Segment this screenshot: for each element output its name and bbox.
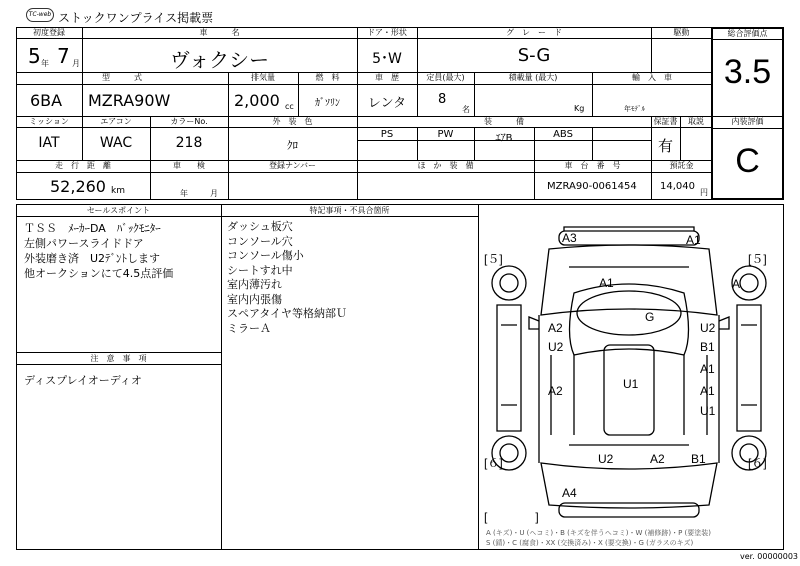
door-shape-value: 5･W (372, 51, 402, 67)
door-shape-label: ドア・形状 (367, 28, 407, 37)
displacement-value: 2,000 (234, 91, 280, 110)
damage-mark: U1 (623, 377, 639, 391)
displacement-unit: cc (285, 102, 294, 111)
page-title: ストックワンプライス掲載票 (58, 11, 214, 25)
color-no-value: 218 (175, 135, 203, 151)
remarks-list (227, 220, 347, 336)
aircon-label: エアコン (100, 117, 132, 126)
mileage-label: 走 行 距 離 (55, 161, 111, 170)
damage-mark: B1 (700, 340, 715, 354)
sales-point-line: 他オークションにて4.5点評価 (24, 267, 174, 280)
plate-label: 登録ナンバー (268, 161, 317, 170)
aircon-value: WAC (99, 135, 133, 151)
damage-mark: A1 (700, 384, 715, 398)
equipment-item: ｴｱB (495, 133, 513, 144)
remark-line: ミラーＡ (227, 321, 271, 335)
displacement-label: 排気量 (251, 73, 275, 82)
month-unit: 月 (72, 59, 80, 68)
load-label: 積載量 (最大) (508, 73, 558, 82)
bracket-label: [ ] (484, 510, 539, 524)
exterior-color-value: ｸﾛ (287, 139, 298, 152)
exterior-color-label: 外 装 色 (272, 117, 313, 126)
logo-text: TC-web (28, 11, 52, 18)
model-label: 型 式 (102, 73, 142, 82)
damage-mark: A (732, 277, 741, 291)
damage-mark: U1 (700, 404, 716, 418)
bracket-label: [５] (748, 252, 767, 266)
damage-mark: A2 (548, 321, 563, 335)
first-reg-label: 初度登録 (33, 28, 65, 37)
damage-mark: U2 (700, 321, 716, 335)
first-reg-year: 5 (28, 44, 41, 68)
year-model-label: 年ﾓﾃﾞﾙ (624, 105, 645, 113)
interior-score: C (735, 142, 760, 180)
mileage-unit: km (111, 186, 125, 196)
warranty-value: 有 (657, 137, 673, 155)
fuel-label: 燃 料 (315, 73, 340, 82)
inspection-label: 車 検 (173, 161, 205, 170)
manual-label: 取説 (688, 117, 704, 126)
version-label: ver. 00000003 (740, 552, 799, 561)
damage-mark: U2 (548, 340, 564, 354)
car-name-value: ヴォクシー (169, 48, 270, 72)
logo (26, 8, 54, 22)
grade-label: グ レ ー ド (506, 28, 562, 37)
remark-line: コンソール傷小 (227, 249, 304, 262)
note-line: ディスプレイオーディオ (24, 374, 142, 387)
transmission-label: ミッション (29, 117, 69, 126)
damage-mark: A2 (650, 452, 665, 466)
damage-mark: B1 (691, 452, 706, 466)
first-reg-month: 7 (57, 44, 70, 68)
legend-line: S (錆)・C (腐食)・XX (交換済み)・X (要交換)・G (ガラスのキズ) (486, 539, 694, 547)
equipment-item: PS (380, 129, 394, 140)
inspection-month-unit: 月 (210, 189, 218, 198)
model-prefix: 6BA (30, 91, 63, 110)
warranty-label: 保証書 (653, 117, 678, 126)
remark-line: シートすれ中 (227, 263, 293, 277)
remark-line: コンソール穴 (227, 234, 293, 248)
sales-point-line: ＴＳＳ ﾒｰｶｰDA ﾊﾞｯｸﾓﾆﾀｰ (24, 222, 161, 235)
remark-line: 室内内張傷 (227, 292, 282, 306)
drive-label: 駆動 (673, 28, 690, 37)
load-unit: Kg (574, 104, 585, 113)
remark-line: ダッシュ板穴 (227, 220, 293, 233)
bracket-label: [５] (484, 252, 503, 266)
capacity-label: 定員(最大) (426, 73, 465, 82)
color-no-label: カラーNo. (170, 117, 208, 126)
history-label: 車 歴 (375, 73, 399, 82)
damage-mark: A1 (599, 276, 614, 290)
sales-point-line: 外装磨き済 U2ﾃﾞﾝﾄします (24, 252, 161, 265)
notes-label: 注 意 事 項 (90, 354, 147, 363)
total-score-label: 総合評価点 (727, 29, 768, 38)
capacity-value: 8 (438, 92, 447, 107)
deposit-value: 14,040 (660, 181, 695, 192)
bracket-label: [６] (748, 456, 767, 470)
damage-mark: A3 (562, 231, 577, 245)
chassis-no-value: MZRA90-0061454 (547, 181, 637, 192)
model-value: MZRA90W (88, 91, 171, 110)
deposit-unit: 円 (700, 188, 708, 197)
damage-mark: A1 (686, 233, 701, 247)
year-unit: 年 (41, 59, 49, 68)
sales-point-line: 左側パワースライドドア (24, 237, 144, 250)
sales-points-label: セールスポイント (86, 206, 151, 215)
import-label: 輸 入 車 (632, 73, 672, 82)
equipment-item: PW (437, 129, 454, 140)
remark-line: スペアタイヤ等格納部Ｕ (227, 307, 348, 320)
legend (486, 528, 711, 548)
history-value: レンタ (367, 96, 407, 111)
mileage-value: 52,260 (50, 177, 106, 196)
equipment-item: ABS (553, 129, 573, 140)
damage-mark: A1 (700, 362, 715, 376)
fuel-value: ｶﾞｿﾘﾝ (315, 98, 340, 109)
damage-mark: A4 (562, 486, 577, 500)
notes-list (24, 373, 142, 388)
inspection-year-unit: 年 (180, 189, 188, 198)
remark-line: 室内薄汚れ (227, 278, 282, 291)
deposit-label: 預託金 (669, 161, 694, 170)
chassis-no-label: 車 台 番 号 (564, 161, 621, 170)
transmission-value: IAT (38, 135, 60, 151)
other-equipment-label: ほ か 装 備 (417, 161, 474, 170)
damage-mark: U2 (598, 452, 614, 466)
interior-score-label: 内装評価 (731, 117, 764, 126)
bracket-label: [６] (484, 456, 503, 470)
remarks-label: 特記事項・不具合箇所 (309, 206, 390, 215)
capacity-unit: 名 (462, 105, 470, 114)
car-name-label: 車 名 (199, 28, 240, 37)
legend-line: A (キズ)・U (ヘコミ)・B (キズを伴うヘコミ)・W (補修跡)・P (要塗装) (486, 529, 712, 537)
total-score: 3.5 (723, 53, 772, 91)
grade-value: S-G (517, 45, 551, 66)
equipment-label: 装 備 (484, 117, 524, 126)
damage-mark: G (645, 310, 655, 324)
sales-points-list (24, 221, 173, 281)
damage-mark: A2 (548, 384, 563, 398)
